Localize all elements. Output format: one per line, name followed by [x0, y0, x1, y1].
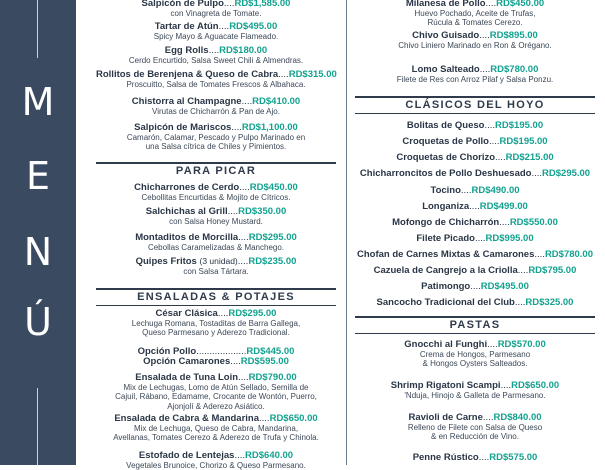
dish-price: RD$235.00: [248, 256, 297, 267]
dish-price: RD$295.00: [248, 232, 297, 243]
dot-leader: ....: [237, 256, 249, 267]
sidebar-letter-u: Ú: [24, 300, 52, 344]
dish-name: Salpicón de Pulpo: [141, 0, 224, 9]
dish-name: Croquetas de Pollo: [402, 136, 489, 147]
menu-left-column: [96, 0, 337, 470]
dot-leader: ....: [239, 182, 250, 193]
dish-price: RD$450.00: [496, 0, 545, 9]
menu-item-line: [96, 232, 336, 243]
dish-price: RD$995.00: [485, 233, 534, 244]
dish-price: RD$650.00: [511, 380, 560, 391]
dish-description: Mix de Lechuga, Queso de Cabra, Mandarina,: [133, 424, 299, 433]
dish-description: Lechuga Romana, Tostaditas de Barra Gallega,: [131, 319, 301, 328]
dot-leader: ....: [517, 265, 529, 276]
dish-price: RD$840.00: [493, 412, 542, 423]
dish-name: Patimongo: [421, 281, 471, 292]
menu-item-line: [355, 265, 595, 276]
menu-item-ravioli-de-carne: [355, 412, 595, 442]
dish-price: RD$640.00: [245, 450, 294, 461]
dish-name: Tartar de Atún: [154, 21, 219, 32]
dish-description: Ajonjolí & Aderezo Asiático.: [167, 401, 265, 411]
menu-item-line: [96, 182, 336, 193]
dish-price: RD$350.00: [238, 206, 287, 217]
dish-price: RD$650.00: [269, 413, 318, 424]
menu-item-rollitos-de-berenjena-queso-de-cabra: [96, 69, 336, 89]
dish-price: RD$295.00: [228, 308, 277, 319]
section-title: PARA PICAR: [175, 165, 257, 177]
dot-leader: ....: [460, 185, 472, 196]
dot-leader: ....: [223, 0, 235, 9]
dish-price: RD$410.00: [252, 96, 301, 107]
dish-name: Chofan de Carnes Mixtas & Camarones: [356, 249, 535, 260]
dish-description: Vegetales Brunoice, Chorizo & Queso Parmesano.: [126, 461, 306, 470]
menu-item-line: [96, 21, 336, 32]
menu-right-column: [355, 0, 595, 465]
menu-item-tocino: [355, 185, 595, 196]
menu-item-line: [355, 64, 595, 75]
dot-leader: ....: [238, 372, 249, 383]
sidebar-banner: [0, 0, 76, 465]
menu-item-milanesa-de-pollo: [355, 0, 595, 28]
menu-item-tartar-de-atun: [96, 21, 336, 41]
section-header-clasicos-del-hoyo: [355, 96, 595, 114]
dot-leader: ....: [231, 122, 242, 133]
menu-item-patimongo: [355, 281, 595, 292]
dot-leader: ....: [278, 69, 289, 80]
dot-leader: ....: [230, 356, 241, 367]
menu-item-gnocchi-al-funghi: [355, 339, 595, 369]
menu-item-cazuela-de-cangrejo-a-la-criolla: [355, 265, 595, 276]
column-divider: [346, 0, 347, 465]
dish-description: Rúcula & Tomates Cerezo.: [427, 18, 523, 28]
dot-leader: ....: [234, 450, 246, 461]
menu-item-chicharroncitos-de-pollo-deshuesado: [355, 168, 595, 179]
dish-name: Longaniza: [422, 201, 470, 212]
dish-price: RD$445.00: [246, 346, 295, 357]
menu-item-ensalada-de-tuna-loin: [96, 372, 336, 411]
dish-price: RD$780.00: [544, 249, 593, 260]
dot-leader: ....: [495, 152, 506, 163]
dot-leader: ....: [469, 201, 480, 212]
menu-item-line: [355, 30, 595, 41]
dish-price: RD$450.00: [249, 182, 298, 193]
dish-price: RD$195.00: [499, 136, 548, 147]
dish-name: César Clásica: [155, 308, 218, 319]
menu-item-line: [96, 356, 336, 367]
dish-price: RD$495.00: [229, 21, 278, 32]
dish-name: Ravioli de Carne: [408, 412, 483, 423]
menu-item-line: [96, 372, 336, 383]
dish-description: Crema de Hongos, Parmesano: [419, 350, 531, 359]
menu-item-line: [355, 152, 595, 163]
dot-leader: ....: [482, 412, 494, 423]
menu-item-line: [96, 0, 336, 9]
dish-description: Proscuitto, Salsa de Tomates Frescos & Albahaca.: [126, 80, 306, 89]
dish-name: Cazuela de Cangrejo a la Criolla: [373, 265, 518, 276]
dish-price: RD$1,100.00: [241, 122, 298, 133]
dish-price: RD$490.00: [471, 185, 520, 196]
dish-description: con Vinagreta de Tomate.: [170, 9, 262, 18]
menu-item-montaditos-de-morcilla: [96, 232, 336, 252]
dish-description: Virutas de Chicharrón & Pan de Ajo.: [152, 107, 280, 116]
dish-description: Cerdo Encurtido, Salsa Sweet Chili & Almendras.: [128, 56, 304, 65]
dish-name: Salpicón de Mariscos: [134, 122, 232, 133]
menu-item-line: [355, 217, 595, 228]
menu-item-sancocho-tradicional-del-club: [355, 297, 595, 308]
menu-item-ensalada-de-cabra-mandarina: [96, 413, 336, 443]
section-rule: [355, 96, 595, 98]
dot-leader: ....: [478, 452, 490, 463]
menu-item-croquetas-de-chorizo: [355, 152, 595, 163]
menu-item-line: [355, 233, 595, 244]
dot-leader: ....: [487, 339, 498, 350]
dish-price: RD$895.00: [489, 30, 538, 41]
section-title: PASTAS: [449, 319, 501, 331]
dish-name: Gnocchi al Funghi: [404, 339, 488, 350]
dish-description: Chivo Liniero Marinado en Ron & Orégano.: [398, 41, 552, 50]
dish-description: & en Reducción de Vino.: [431, 432, 519, 442]
dot-leader: ....: [259, 413, 270, 424]
menu-item-salchichas-al-grill: [96, 206, 336, 226]
menu-item-longaniza: [355, 201, 595, 212]
menu-item-line: [96, 122, 336, 133]
menu-item-line: [355, 136, 595, 147]
dish-description: Queso Parmesano y Aderezo Tradicional.: [142, 328, 290, 338]
sidebar-letter-n: N: [23, 230, 53, 274]
dish-description: con Salsa Honey Mustard.: [169, 217, 263, 226]
section-title: ENSALADAS & POTAJES: [137, 291, 295, 303]
dish-name: Egg Rolls: [164, 45, 209, 56]
dot-leader: ....: [479, 64, 491, 75]
menu-item-line: [355, 168, 595, 179]
menu-item-line: [96, 69, 336, 80]
menu-item-salpicon-de-pulpo: [96, 0, 336, 18]
dish-quantity: (3 unidad): [199, 256, 238, 266]
menu-item-line: [355, 185, 595, 196]
dish-description: Camarón, Calamar, Pescado y Pulpo Marinado en: [126, 133, 306, 142]
dish-name: Bolitas de Queso: [406, 120, 485, 131]
dish-description: Relleno de Filete con Salsa de Queso: [407, 423, 543, 432]
menu-item-line: [96, 308, 336, 319]
dish-name: Quipes Fritos: [135, 256, 197, 267]
section-rule: [355, 113, 595, 115]
dish-price: RD$325.00: [525, 297, 574, 308]
dot-leader: ....: [241, 96, 253, 107]
menu-item-chivo-guisado: [355, 30, 595, 50]
menu-item-estofado-de-lentejas: [96, 450, 336, 470]
dish-name: Lomo Salteado: [411, 64, 480, 75]
section-rule: [96, 162, 336, 164]
menu-item-salpicon-de-mariscos: [96, 122, 336, 152]
dish-price: RD$795.00: [528, 265, 577, 276]
dish-description: Cajuil, Rábano, Edamame, Crocante de Wontón, Puerro,: [115, 392, 317, 402]
dot-leader: ....: [474, 233, 486, 244]
menu-item-chicharrones-de-cerdo: [96, 182, 336, 202]
dish-description: & Hongos Oysters Salteados.: [422, 359, 528, 369]
dish-name: Shrimp Rigatoni Scampi: [390, 380, 501, 391]
dish-name: Chicharrones de Cerdo: [134, 182, 240, 193]
section-header-para-picar: [96, 162, 336, 180]
menu-item-mofongo-de-chicharron: [355, 217, 595, 228]
menu-item-line: [355, 120, 595, 131]
dish-price: RD$499.00: [479, 201, 528, 212]
dish-price: RD$315.00: [288, 69, 337, 80]
dish-description: Filete de Res con Arroz Pilaf y Salsa Ponzu.: [396, 75, 554, 84]
dish-price: RD$215.00: [505, 152, 554, 163]
dish-price: RD$295.00: [542, 168, 591, 179]
dish-name: Salchichas al Grill: [145, 206, 228, 217]
menu-item-line: [355, 0, 595, 9]
menu-item-line: [355, 249, 595, 260]
dot-leader: ....: [499, 217, 510, 228]
dish-price: RD$575.00: [489, 452, 538, 463]
menu-item-line: [96, 96, 336, 107]
dot-leader: ....: [500, 380, 512, 391]
dish-name: Penne Rústico: [412, 452, 479, 463]
dot-leader: ....: [217, 308, 229, 319]
dish-name: Tocino: [430, 185, 461, 196]
dish-name: Mofongo de Chicharrón: [392, 217, 500, 228]
dish-price: RD$780.00: [490, 64, 539, 75]
dish-name: Estofado de Lentejas: [138, 450, 235, 461]
dish-price: RD$180.00: [219, 45, 268, 56]
dish-name: Rollitos de Berenjena & Queso de Cabra: [96, 69, 279, 80]
dish-price: RD$790.00: [248, 372, 297, 383]
dish-description: Cebollas Caramelizadas & Manchego.: [147, 243, 285, 252]
dish-name: Croquetas de Chorizo: [396, 152, 496, 163]
dot-leader: ....: [479, 30, 490, 41]
menu-item-line: [355, 297, 595, 308]
dish-price: RD$495.00: [480, 281, 529, 292]
sidebar-line-bottom: [37, 388, 38, 465]
dish-price: RD$1,585.00: [234, 0, 291, 9]
dot-leader: ...................: [196, 346, 247, 357]
dish-name: Filete Picado: [416, 233, 475, 244]
dish-description: Huevo Pochado, Aceite de Trufas,: [414, 9, 536, 18]
section-header-pastas: [355, 316, 595, 334]
dish-name: Chivo Guisado: [412, 30, 480, 41]
dish-name: Milanesa de Pollo: [405, 0, 486, 9]
dish-name: Montaditos de Morcilla: [135, 232, 239, 243]
dish-name: Opción Pollo: [137, 346, 197, 357]
dot-leader: ....: [227, 206, 239, 217]
dot-leader: ....: [470, 281, 481, 292]
dot-leader: ....: [531, 168, 543, 179]
menu-item-shrimp-rigatoni-scampi: [355, 380, 595, 400]
menu-item-chofan-de-carnes-mixtas-camarones: [355, 249, 595, 260]
section-rule: [355, 316, 595, 318]
menu-item-line: [355, 380, 595, 391]
dish-description: Mix de Lechugas, Lomo de Atún Sellado, Semilla de: [123, 383, 309, 392]
menu-item-line: [96, 256, 336, 267]
dish-name: Chicharroncitos de Pollo Deshuesado: [359, 168, 532, 179]
dish-description: una Salsa cítrica de Chiles y Pimientos.: [145, 142, 287, 152]
dish-description: Spicy Mayo & Aguacate Flameado.: [153, 32, 279, 41]
menu-item-lomo-salteado: [355, 64, 595, 84]
menu-item-egg-rolls: [96, 45, 336, 65]
dish-name: Chistorra al Champagne: [131, 96, 242, 107]
dish-price: RD$595.00: [240, 356, 289, 367]
dish-description: Avellanas, Tomates Cerezo & Aderezo de Trufa y Chinola.: [113, 433, 319, 443]
dot-leader: ....: [484, 120, 496, 131]
dish-name: Sancocho Tradicional del Club: [376, 297, 515, 308]
dish-name: Opción Camarones: [143, 356, 231, 367]
section-header-ensaladas-potajes: [96, 288, 336, 306]
dot-leader: ....: [534, 249, 545, 260]
menu-item-line: [96, 45, 336, 56]
sidebar-letter-e: E: [25, 154, 50, 198]
menu-item-line: [355, 452, 595, 463]
section-rule: [96, 288, 336, 290]
menu-item-line: [355, 201, 595, 212]
menu-item-bolitas-de-queso: [355, 120, 595, 131]
menu-item-line: [355, 412, 595, 423]
dot-leader: ....: [238, 232, 249, 243]
section-rule: [355, 333, 595, 335]
menu-item-croquetas-de-pollo: [355, 136, 595, 147]
menu-item-line: [96, 206, 336, 217]
dish-description: con Salsa Tártara.: [183, 267, 249, 276]
menu-item-line: [96, 413, 336, 424]
dish-description: Cebollitas Encurtidas & Mojito de Cítricos.: [141, 193, 291, 202]
sidebar-line-top: [37, 0, 38, 58]
menu-item-filete-picado: [355, 233, 595, 244]
menu-item-penne-rustico: [355, 452, 595, 463]
dot-leader: ....: [208, 45, 220, 56]
dish-name: Ensalada de Tuna Loin: [135, 372, 239, 383]
dot-leader: ....: [218, 21, 230, 32]
section-rule: [96, 305, 336, 307]
menu-item-chistorra-al-champagne: [96, 96, 336, 116]
menu-item-opcion-camarones: [96, 356, 336, 367]
sidebar-letter-m: M: [21, 80, 55, 124]
menu-item-cesar-clasica: [96, 308, 336, 338]
menu-item-line: [96, 450, 336, 461]
menu-item-line: [355, 339, 595, 350]
dot-leader: ....: [485, 0, 497, 9]
dish-price: RD$570.00: [497, 339, 546, 350]
dot-leader: ....: [488, 136, 500, 147]
section-title: CLÁSICOS DEL HOYO: [405, 99, 545, 111]
dish-description: 'Nduja, Hinojo & Galleta de Parmesano.: [404, 391, 546, 400]
dot-leader: ....: [514, 297, 526, 308]
dish-price: RD$550.00: [509, 217, 558, 228]
dish-name: Ensalada de Cabra & Mandarina: [114, 413, 260, 424]
dish-price: RD$195.00: [495, 120, 544, 131]
menu-item-line: [355, 281, 595, 292]
menu-item-quipes-fritos: [96, 256, 336, 276]
